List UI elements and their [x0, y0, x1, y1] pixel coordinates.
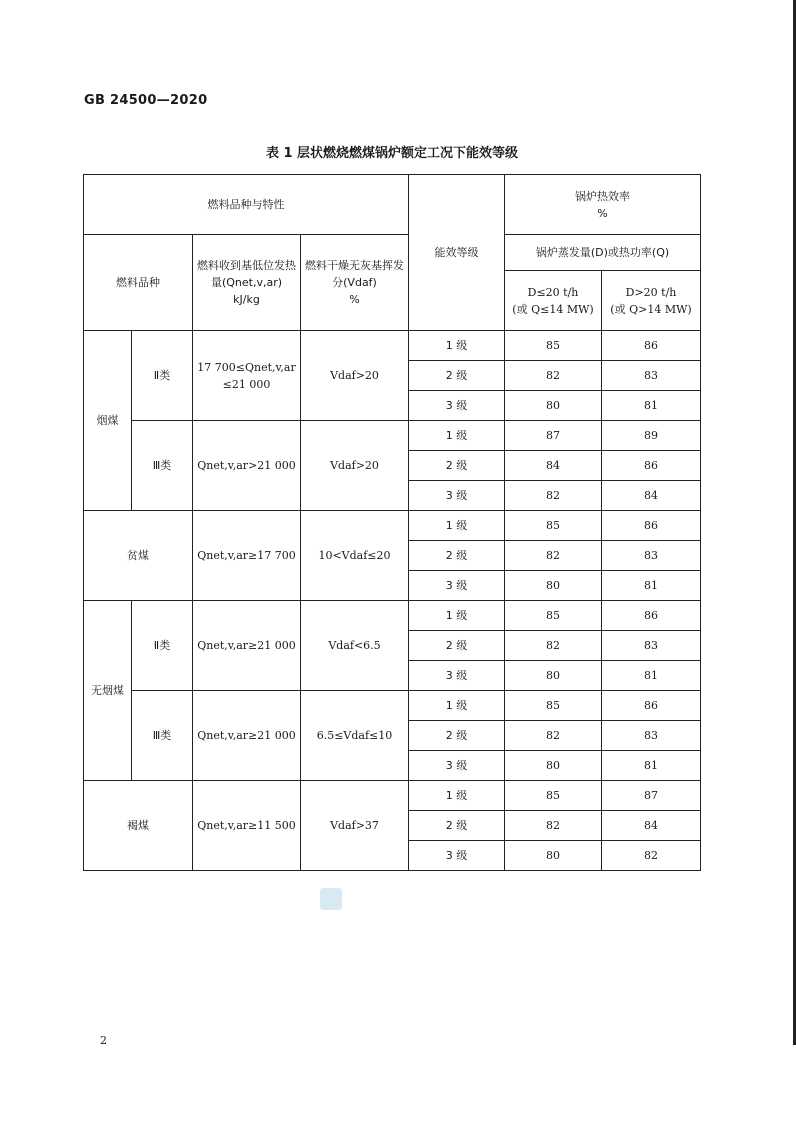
efficiency-small-cell: 85 [505, 691, 602, 721]
grade-cell: 1 级 [409, 421, 505, 451]
grade-cell: 1 级 [409, 691, 505, 721]
efficiency-small-cell: 82 [505, 811, 602, 841]
efficiency-large-cell: 81 [602, 571, 701, 601]
header-efficiency-unit: % [597, 206, 608, 220]
fuel-class: Ⅱ类 [132, 601, 193, 691]
header-volatile [301, 235, 409, 331]
heat-value-cell: Qnet,v,ar≥21 000 [193, 691, 301, 781]
fuel-class: Ⅲ类 [132, 421, 193, 511]
grade-cell: 1 级 [409, 601, 505, 631]
grade-cell: 1 级 [409, 331, 505, 361]
efficiency-large-cell: 86 [602, 601, 701, 631]
page-number: 2 [100, 1034, 107, 1047]
table-row [84, 601, 701, 631]
header-heat-value-unit: kJ/kg [233, 293, 260, 306]
header-volatile-unit: % [349, 293, 360, 306]
header-capacity: 锅炉蒸发量(D)或热功率(Q) [505, 235, 701, 271]
efficiency-small-cell: 85 [505, 511, 602, 541]
volatile-cell: Vdaf>20 [301, 331, 409, 421]
fuel-name: 无烟煤 [84, 601, 132, 781]
header-efficiency-label: 锅炉热效率 [575, 189, 630, 203]
efficiency-small-cell: 80 [505, 571, 602, 601]
heat-value-range-b: ≤21 000 [222, 377, 271, 391]
header-heat-value-label: 燃料收到基低位发热量(Qnet,v,ar) [197, 259, 296, 289]
grade-cell: 2 级 [409, 541, 505, 571]
efficiency-large-cell: 84 [602, 811, 701, 841]
efficiency-small-cell: 82 [505, 631, 602, 661]
grade-cell: 1 级 [409, 511, 505, 541]
header-small-capacity-label: D≤20 t/h [527, 285, 579, 299]
heat-value-cell: Qnet,v,ar≥21 000 [193, 601, 301, 691]
efficiency-large-cell: 86 [602, 331, 701, 361]
table-row [84, 691, 701, 721]
grade-cell: 3 级 [409, 661, 505, 691]
volatile-cell: Vdaf>20 [301, 421, 409, 511]
table-row [84, 421, 701, 451]
efficiency-grade-table [83, 174, 701, 871]
volatile-cell: 6.5≤Vdaf≤10 [301, 691, 409, 781]
heat-value-cell [193, 331, 301, 421]
efficiency-small-cell: 84 [505, 451, 602, 481]
efficiency-large-cell: 83 [602, 541, 701, 571]
efficiency-small-cell: 82 [505, 361, 602, 391]
efficiency-large-cell: 83 [602, 631, 701, 661]
fuel-class: Ⅲ类 [132, 691, 193, 781]
grade-cell: 3 级 [409, 751, 505, 781]
grade-cell: 2 级 [409, 451, 505, 481]
header-large-capacity-alt: (或 Q>14 MW) [610, 302, 692, 316]
efficiency-large-cell: 89 [602, 421, 701, 451]
efficiency-small-cell: 80 [505, 391, 602, 421]
efficiency-small-cell: 85 [505, 331, 602, 361]
header-volatile-label: 燃料干燥无灰基挥发分(Vdaf) [305, 259, 404, 289]
heat-value-cell: Qnet,v,ar≥11 500 [193, 781, 301, 871]
table-row [84, 511, 701, 541]
efficiency-small-cell: 80 [505, 661, 602, 691]
efficiency-large-cell: 81 [602, 391, 701, 421]
efficiency-small-cell: 87 [505, 421, 602, 451]
header-large-capacity-label: D>20 t/h [625, 285, 677, 299]
volatile-cell: Vdaf<6.5 [301, 601, 409, 691]
grade-cell: 3 级 [409, 571, 505, 601]
efficiency-large-cell: 82 [602, 841, 701, 871]
header-efficiency [505, 175, 701, 235]
header-small-capacity [505, 271, 602, 331]
efficiency-small-cell: 80 [505, 841, 602, 871]
grade-cell: 2 级 [409, 811, 505, 841]
efficiency-large-cell: 86 [602, 511, 701, 541]
fuel-name: 褐煤 [84, 781, 193, 871]
header-grade: 能效等级 [409, 175, 505, 331]
grade-cell: 2 级 [409, 631, 505, 661]
fuel-name: 贫煤 [84, 511, 193, 601]
efficiency-small-cell: 82 [505, 481, 602, 511]
grade-cell: 1 级 [409, 781, 505, 811]
efficiency-small-cell: 82 [505, 721, 602, 751]
fuel-class: Ⅱ类 [132, 331, 193, 421]
efficiency-large-cell: 84 [602, 481, 701, 511]
efficiency-small-cell: 85 [505, 601, 602, 631]
standard-code: GB 24500—2020 [84, 93, 208, 108]
header-fuel-props: 燃料品种与特性 [84, 175, 409, 235]
efficiency-large-cell: 87 [602, 781, 701, 811]
efficiency-large-cell: 86 [602, 691, 701, 721]
efficiency-large-cell: 86 [602, 451, 701, 481]
heat-value-cell: Qnet,v,ar>21 000 [193, 421, 301, 511]
efficiency-large-cell: 81 [602, 661, 701, 691]
table-row [84, 331, 701, 361]
efficiency-small-cell: 85 [505, 781, 602, 811]
grade-cell: 2 级 [409, 361, 505, 391]
table-title: 表 1 层状燃烧燃煤锅炉额定工况下能效等级 [265, 146, 519, 161]
grade-cell: 3 级 [409, 391, 505, 421]
efficiency-large-cell: 83 [602, 721, 701, 751]
efficiency-large-cell: 83 [602, 361, 701, 391]
efficiency-large-cell: 81 [602, 751, 701, 781]
volatile-cell: Vdaf>37 [301, 781, 409, 871]
volatile-cell: 10<Vdaf≤20 [301, 511, 409, 601]
header-heat-value [193, 235, 301, 331]
heat-value-cell: Qnet,v,ar≥17 700 [193, 511, 301, 601]
heat-value-range-a: 17 700≤Qnet,v,ar [197, 360, 296, 374]
fuel-name: 烟煤 [84, 331, 132, 511]
watermark-logo [320, 888, 342, 910]
efficiency-small-cell: 80 [505, 751, 602, 781]
grade-cell: 2 级 [409, 721, 505, 751]
grade-cell: 3 级 [409, 481, 505, 511]
header-large-capacity [602, 271, 701, 331]
table-row [84, 781, 701, 811]
header-fuel-type: 燃料品种 [84, 235, 193, 331]
efficiency-small-cell: 82 [505, 541, 602, 571]
grade-cell: 3 级 [409, 841, 505, 871]
header-small-capacity-alt: (或 Q≤14 MW) [512, 302, 594, 316]
